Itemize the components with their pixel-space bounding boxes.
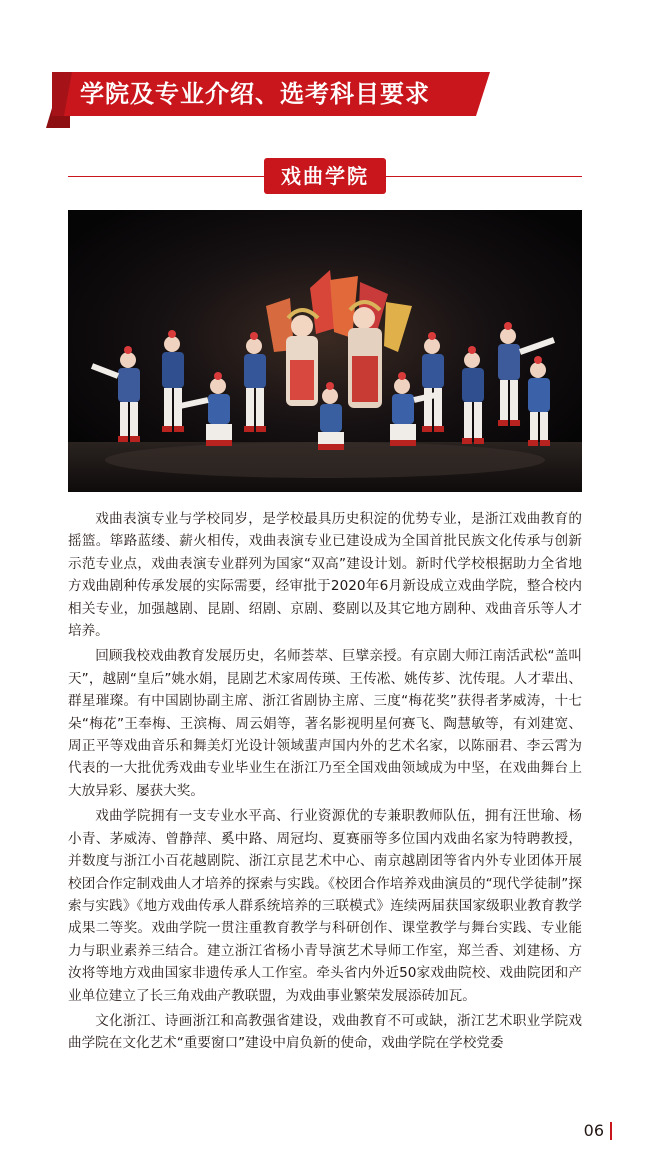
page-number: 06 [584, 1122, 612, 1140]
section-rule-right [386, 176, 582, 177]
paragraph-3: 戏曲学院拥有一支专业水平高、行业资源优的专兼职教师队伍，拥有汪世瑜、杨小青、茅威涛、曾静萍、奚中路、周冠均、夏赛丽等多位国内戏曲名家为特聘教授，并数度与浙江小百花越剧院、浙江京昆艺术中心、南京越剧团等省内外专业团体开展校团合作定制戏曲人才培养的探索与实践。《校团合作培养戏曲演员的“现代学徒制”探索与实践》《地方戏曲传承人群系统培养的三联模式》连续两届获国家级职业教育教学成果二等奖。戏曲学院一贯注重教育教学与科研创作、课堂教学与舞台实践、专业能力与职业素养三结合。建立浙江省杨小青导演艺术导师工作室，郑兰香、刘建杨、方汝将等地方戏曲国家非遗传承人工作室。牵头省内外近50家戏曲院校、戏曲院团和产业单位建立了长三角戏曲产教联盟，为戏曲事业繁荣发展添砖加瓦。 [68, 808, 582, 1004]
section-rule-left [68, 176, 264, 177]
paragraph-1: 戏曲表演专业与学校同岁，是学校最具历史积淀的优势专业，是浙江戏曲教育的摇篮。筚路蓝缕、薪火相传，戏曲表演专业已建设成为全国首批民族文化传承与创新示范专业点，戏曲表演专业群列为国家“双高”建设计划。新时代学校根据助力全省地方戏曲剧种传承发展的实际需要，经审批于2020年6月新设成立戏曲学院，整合校内相关专业，加强越剧、昆剧、绍剧、京剧、婺剧以及其它地方剧种、戏曲音乐等人才培养。 [68, 511, 582, 640]
page-title: 学院及专业介绍、选考科目要求 [80, 80, 430, 108]
paragraph-4: 文化浙江、诗画浙江和高教强省建设，戏曲教育不可或缺，浙江艺术职业学院戏曲学院在文化艺术“重要窗口”建设中肩负新的使命，戏曲学院在学校党委 [68, 1012, 582, 1052]
stage-performance-photo [68, 210, 582, 492]
body-text [68, 508, 582, 1058]
section-title: 戏曲学院 [264, 158, 386, 194]
paragraph-2: 回顾我校戏曲教育发展历史，名师荟萃、巨擘亲授。有京剧大师江南活武松“盖叫天”，越剧“皇后”姚水娟，昆剧艺术家周传瑛、王传凇、姚传芗、沈传琨。人才辈出、群星璀璨。有中国剧协副主席、浙江省剧协主席、三度“梅花奖”获得者茅威涛，十七朵“梅花”王奉梅、王滨梅、周云娟等，著名影视明星何赛飞、陶慧敏等，有刘建宽、周正平等戏曲音乐和舞美灯光设计领域蜚声国内外的艺术名家，以陈丽君、李云霄为代表的一大批优秀戏曲专业毕业生在浙江乃至全国戏曲领域成为中坚，在戏曲舞台上大放异彩、屡获大奖。 [68, 648, 582, 799]
photo-illustration [68, 210, 582, 492]
